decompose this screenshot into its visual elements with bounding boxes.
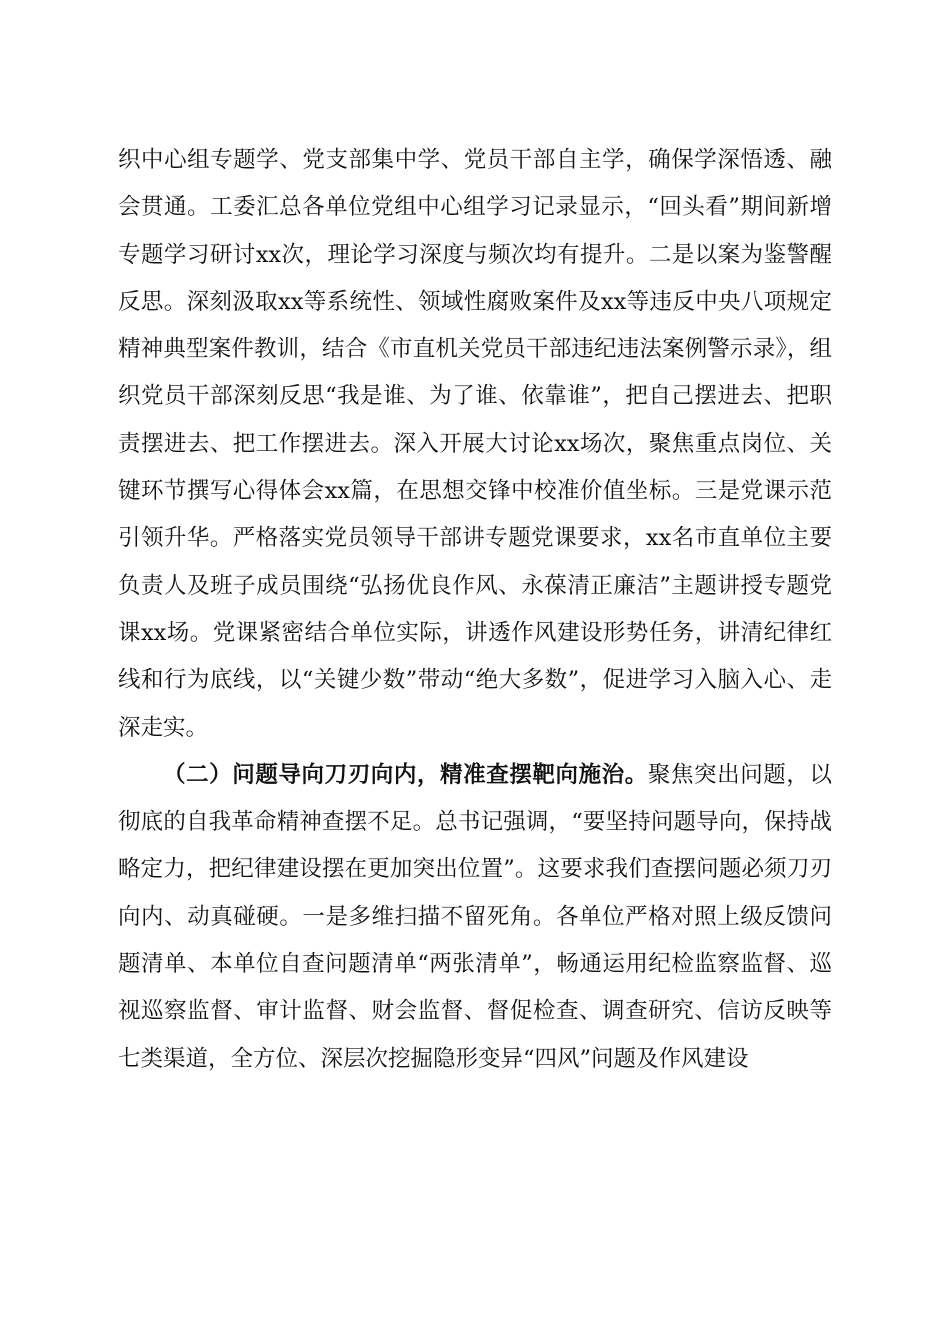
section-heading: （二）问题导向刀刃向内，精准查摆靶向施治。 (163, 761, 648, 788)
paragraph-problem-oriented (118, 752, 832, 1083)
paragraph-text: 织中心组专题学、党支部集中学、党员干部自主学，确保学深悟透、融会贯通。工委汇总各单位党组中心组学习记录显示，“回头看”期间新增专题学习研讨xx次，理论学习深度与频次均有提升。二是以案为鉴警醒反思。深刻汲取xx等系统性、领域性腐败案件及xx等违反中央八项规定精神典型案件教训，结合《市直机关党员干部违纪违法案例警示录》，组织党员干部深刻反思“我是谁、为了谁、依靠谁”，把自己摆进去、把职责摆进去、把工作摆进去。深入开展大讨论xx场次，聚焦重点岗位、关键环节撰写心得体会xx篇，在思想交锋中校准价值坐标。三是党课示范引领升华。严格落实党员领导干部讲专题党课要求，xx名市直单位主要负责人及班子成员围绕“弘扬优良作风、永葆清正廉洁”主题讲授专题党课xx场。党课紧密结合单位实际，讲透作风建设形势任务，讲清纪律红线和行为底线，以“关键少数”带动“绝大多数”，促进学习入脑入心、走深走实。 (118, 147, 832, 741)
body-text (118, 137, 832, 1083)
paragraph-study-continuation (118, 137, 832, 752)
paragraph-text: 聚焦突出问题，以彻底的自我革命精神查摆不足。总书记强调，“要坚持问题导向，保持战略定力，把纪律建设摆在更加突出位置”。这要求我们查摆问题必须刀刃向内、动真碰硬。一是多维扫描不留死角。各单位严格对照上级反馈问题清单、本单位自查问题清单“两张清单”，畅通运用纪检监察监督、巡视巡察监督、审计监督、财会监督、督促检查、调查研究、信访反映等七类渠道，全方位、深层次挖掘隐形变异“四风”问题及作风建设 (118, 761, 832, 1072)
